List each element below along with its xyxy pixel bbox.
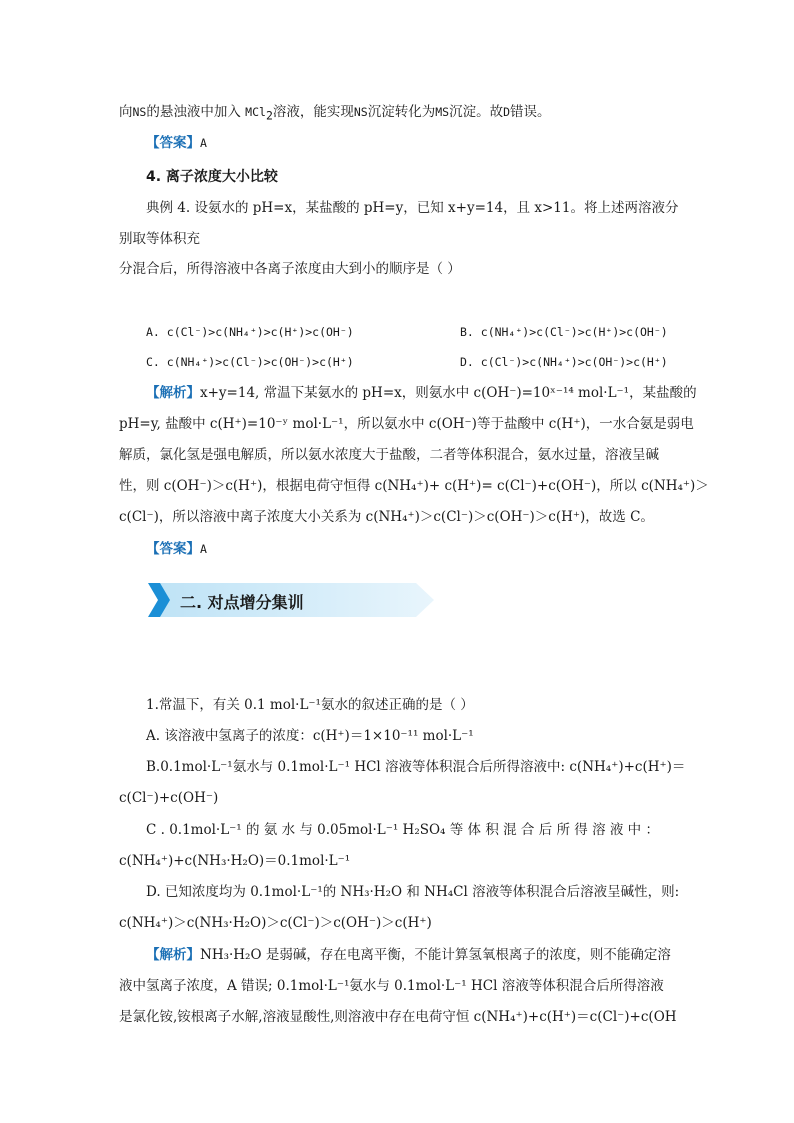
question1-line1: 1.常温下，有关 0.1 mol·L⁻¹氨水的叙述正确的是（ ）: [146, 697, 474, 713]
question1-option-c-cont: c(NH₄⁺)+c(NH₃·H₂O)＝0.1mol·L⁻¹: [119, 853, 351, 869]
section-banner: [148, 583, 434, 617]
example4-line1: 典例 4. 设氨水的 pH=x，某盐酸的 pH=y，已知 x+y=14，且 x>11。将上述两溶液分: [146, 200, 679, 216]
heading-ion-concentration: 4. 离子浓度大小比较: [146, 169, 278, 185]
analysis4-line2: pH=y, 盐酸中 c(H⁺)=10⁻ʸ mol·L⁻¹，所以氨水中 c(OH⁻)等于盐酸中 c(H⁺)，一水合氨是弱电: [119, 416, 694, 432]
paragraph-ns-conversion: 向NS的悬浊液中加入 MCl$_2$溶液，能实现NS沉淀转化为MS沉淀。故D错误。: [119, 104, 551, 123]
option-d: D. c(Cl⁻)>c(NH₄⁺)>c(OH⁻)>c(H⁺): [460, 355, 668, 369]
analysis4-line4: 性，则 c(OH⁻)＞c(H⁺)，根据电荷守恒得 c(NH₄⁺)+ c(H⁺)= c(Cl⁻)+c(OH⁻)，所以 c(NH₄⁺)＞: [119, 478, 709, 494]
analysis-q1-line1: 【解析】NH₃·H₂O 是弱碱，存在电离平衡，不能计算氢氧根离子的浓度，则不能确定溶: [146, 947, 671, 963]
option-a: A. c(Cl⁻)>c(NH₄⁺)>c(H⁺)>c(OH⁻): [146, 325, 354, 339]
question1-option-d: D. 已知浓度均为 0.1mol·L⁻¹的 NH₃·H₂O 和 NH₄Cl 溶液等体积混合后溶液呈碱性，则:: [146, 884, 680, 900]
analysis4-line1: 【解析】x+y=14, 常温下某氨水的 pH=x，则氨水中 c(OH⁻)=10ˣ⁻¹⁴ mol·L⁻¹，某盐酸的: [146, 385, 697, 401]
answer-4: 【答案】A: [146, 541, 207, 557]
example4-line3: 分混合后，所得溶液中各离子浓度由大到小的顺序是（ ）: [119, 261, 461, 277]
option-b: B. c(NH₄⁺)>c(Cl⁻)>c(H⁺)>c(OH⁻): [460, 325, 668, 339]
analysis4-line3: 解质，氯化氢是强电解质，所以氨水浓度大于盐酸，二者等体积混合，氨水过量，溶液呈碱: [119, 447, 659, 463]
question1-option-b-cont: c(Cl⁻)+c(OH⁻): [119, 790, 219, 806]
option-c: C. c(NH₄⁺)>c(Cl⁻)>c(OH⁻)>c(H⁺): [146, 355, 354, 369]
question1-option-a: A. 该溶液中氢离子的浓度：c(H⁺)＝1×10⁻¹¹ mol·L⁻¹: [146, 728, 474, 744]
question1-option-c: C . 0.1mol·L⁻¹ 的 氨 水 与 0.05mol·L⁻¹ H₂SO₄ 等 体 积 混 合 后 所 得 溶 液 中 ：: [146, 822, 659, 838]
analysis-q1-line2: 液中氢离子浓度，A 错误; 0.1mol·L⁻¹氨水与 0.1mol·L⁻¹ HCl 溶液等体积混合后所得溶液: [119, 978, 664, 994]
question1-option-d-cont: c(NH₄⁺)＞c(NH₃·H₂O)＞c(Cl⁻)＞c(OH⁻)＞c(H⁺): [119, 915, 432, 931]
example4-line2: 别取等体积充: [119, 231, 200, 247]
answer-1: 【答案】A: [146, 135, 207, 151]
section-title: 二. 对点增分集训: [180, 593, 304, 612]
question1-option-b: B.0.1mol·L⁻¹氨水与 0.1mol·L⁻¹ HCl 溶液等体积混合后所得溶液中: c(NH₄⁺)+c(H⁺)＝: [146, 759, 686, 775]
analysis-q1-line3: 是氯化铵,铵根离子水解,溶液显酸性,则溶液中存在电荷守恒 c(NH₄⁺)+c(H⁺)＝c(Cl⁻)+c(OH: [119, 1009, 677, 1025]
analysis4-line5: c(Cl⁻)，所以溶液中离子浓度大小关系为 c(NH₄⁺)＞c(Cl⁻)＞c(OH⁻)＞c(H⁺)，故选 C。: [119, 509, 654, 525]
